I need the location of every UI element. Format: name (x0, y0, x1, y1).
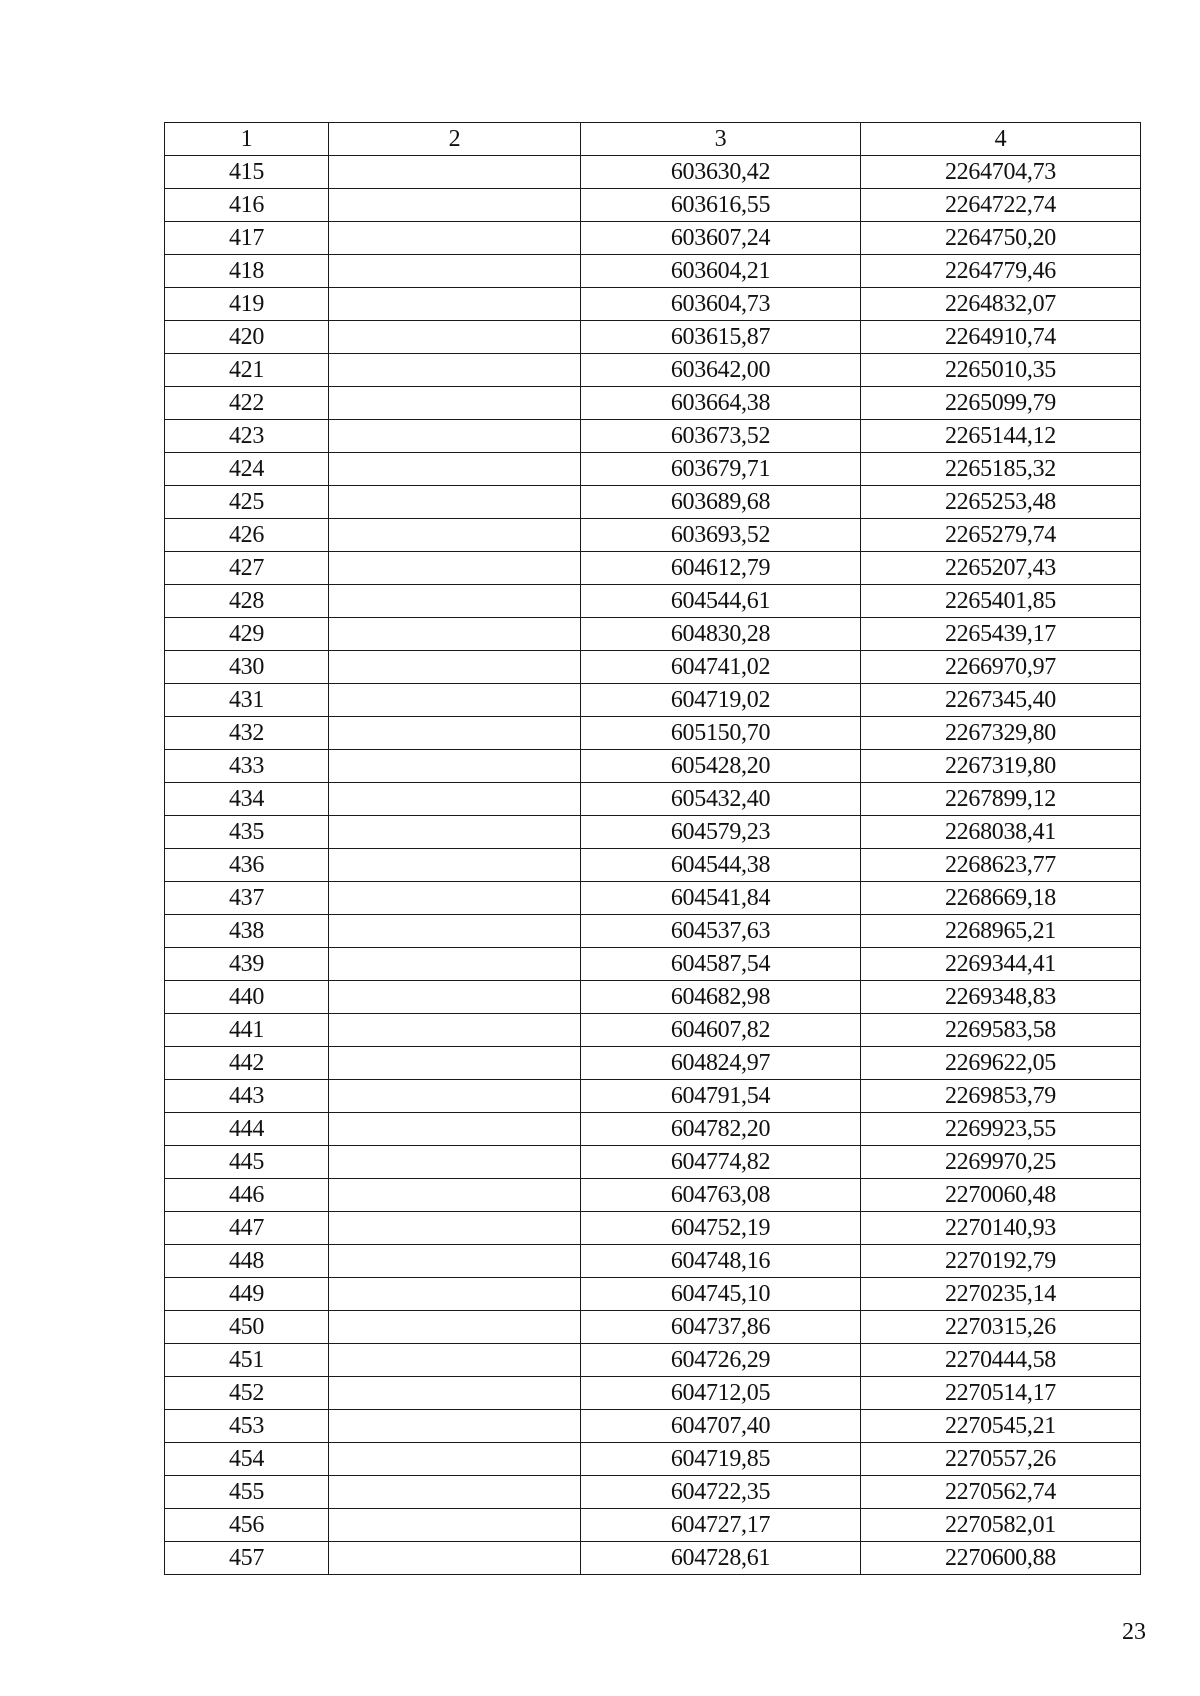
x-coordinate-cell: 604579,23 (581, 816, 861, 849)
description-cell (329, 387, 581, 420)
point-number-cell: 440 (165, 981, 329, 1014)
y-coordinate-cell: 2270315,26 (861, 1311, 1141, 1344)
y-coordinate-cell: 2269853,79 (861, 1080, 1141, 1113)
point-number-cell: 416 (165, 189, 329, 222)
description-cell (329, 585, 581, 618)
table-row (165, 750, 1141, 783)
description-cell (329, 948, 581, 981)
y-coordinate-cell: 2269348,83 (861, 981, 1141, 1014)
description-cell (329, 1080, 581, 1113)
x-coordinate-cell: 604824,97 (581, 1047, 861, 1080)
point-number-cell: 438 (165, 915, 329, 948)
point-number-cell: 420 (165, 321, 329, 354)
description-cell (329, 519, 581, 552)
description-cell (329, 684, 581, 717)
y-coordinate-cell: 2270545,21 (861, 1410, 1141, 1443)
description-cell (329, 1278, 581, 1311)
table-row (165, 1542, 1141, 1575)
point-number-cell: 424 (165, 453, 329, 486)
description-cell (329, 915, 581, 948)
table-row (165, 1146, 1141, 1179)
x-coordinate-cell: 603615,87 (581, 321, 861, 354)
x-coordinate-cell: 604737,86 (581, 1311, 861, 1344)
x-coordinate-cell: 604541,84 (581, 882, 861, 915)
point-number-cell: 426 (165, 519, 329, 552)
y-coordinate-cell: 2265401,85 (861, 585, 1141, 618)
point-number-cell: 435 (165, 816, 329, 849)
table-row (165, 882, 1141, 915)
x-coordinate-cell: 604707,40 (581, 1410, 861, 1443)
description-cell (329, 849, 581, 882)
x-coordinate-cell: 605428,20 (581, 750, 861, 783)
point-number-cell: 423 (165, 420, 329, 453)
x-coordinate-cell: 603604,21 (581, 255, 861, 288)
description-cell (329, 750, 581, 783)
table-row (165, 387, 1141, 420)
y-coordinate-cell: 2267899,12 (861, 783, 1141, 816)
description-cell (329, 1377, 581, 1410)
header-row (165, 123, 1141, 156)
description-cell (329, 1509, 581, 1542)
table-row (165, 1179, 1141, 1212)
description-cell (329, 255, 581, 288)
table-row (165, 453, 1141, 486)
table-row (165, 1080, 1141, 1113)
y-coordinate-cell: 2267345,40 (861, 684, 1141, 717)
point-number-cell: 457 (165, 1542, 329, 1575)
x-coordinate-cell: 604763,08 (581, 1179, 861, 1212)
table-row (165, 1311, 1141, 1344)
table-row (165, 1014, 1141, 1047)
y-coordinate-cell: 2270060,48 (861, 1179, 1141, 1212)
x-coordinate-cell: 603679,71 (581, 453, 861, 486)
description-cell (329, 651, 581, 684)
y-coordinate-cell: 2268965,21 (861, 915, 1141, 948)
point-number-cell: 443 (165, 1080, 329, 1113)
table-row (165, 519, 1141, 552)
point-number-cell: 434 (165, 783, 329, 816)
table-row (165, 1377, 1141, 1410)
coordinates-table (164, 122, 1141, 1575)
point-number-cell: 432 (165, 717, 329, 750)
point-number-cell: 419 (165, 288, 329, 321)
table-row (165, 1047, 1141, 1080)
y-coordinate-cell: 2265144,12 (861, 420, 1141, 453)
table-row (165, 552, 1141, 585)
y-coordinate-cell: 2270235,14 (861, 1278, 1141, 1311)
point-number-cell: 449 (165, 1278, 329, 1311)
table-row (165, 354, 1141, 387)
point-number-cell: 453 (165, 1410, 329, 1443)
point-number-cell: 436 (165, 849, 329, 882)
point-number-cell: 428 (165, 585, 329, 618)
table-row (165, 849, 1141, 882)
point-number-cell: 431 (165, 684, 329, 717)
table-row (165, 222, 1141, 255)
column-header-2: 2 (329, 123, 581, 156)
table-row (165, 486, 1141, 519)
x-coordinate-cell: 604748,16 (581, 1245, 861, 1278)
description-cell (329, 1311, 581, 1344)
point-number-cell: 415 (165, 156, 329, 189)
table-row (165, 189, 1141, 222)
description-cell (329, 882, 581, 915)
table-row (165, 288, 1141, 321)
table-header (165, 123, 1141, 156)
table-row (165, 783, 1141, 816)
x-coordinate-cell: 604719,02 (581, 684, 861, 717)
table-row (165, 816, 1141, 849)
description-cell (329, 1542, 581, 1575)
description-cell (329, 453, 581, 486)
y-coordinate-cell: 2265185,32 (861, 453, 1141, 486)
table-row (165, 948, 1141, 981)
x-coordinate-cell: 604682,98 (581, 981, 861, 1014)
description-cell (329, 1212, 581, 1245)
y-coordinate-cell: 2270444,58 (861, 1344, 1141, 1377)
description-cell (329, 816, 581, 849)
y-coordinate-cell: 2269583,58 (861, 1014, 1141, 1047)
point-number-cell: 454 (165, 1443, 329, 1476)
description-cell (329, 1344, 581, 1377)
x-coordinate-cell: 603616,55 (581, 189, 861, 222)
x-coordinate-cell: 605150,70 (581, 717, 861, 750)
x-coordinate-cell: 604830,28 (581, 618, 861, 651)
description-cell (329, 1179, 581, 1212)
table-row (165, 321, 1141, 354)
description-cell (329, 288, 581, 321)
table-row (165, 1278, 1141, 1311)
point-number-cell: 448 (165, 1245, 329, 1278)
point-number-cell: 450 (165, 1311, 329, 1344)
y-coordinate-cell: 2264722,74 (861, 189, 1141, 222)
y-coordinate-cell: 2270582,01 (861, 1509, 1141, 1542)
y-coordinate-cell: 2265099,79 (861, 387, 1141, 420)
point-number-cell: 418 (165, 255, 329, 288)
description-cell (329, 1245, 581, 1278)
x-coordinate-cell: 604741,02 (581, 651, 861, 684)
x-coordinate-cell: 604712,05 (581, 1377, 861, 1410)
column-header-3: 3 (581, 123, 861, 156)
table-row (165, 717, 1141, 750)
y-coordinate-cell: 2267319,80 (861, 750, 1141, 783)
y-coordinate-cell: 2269622,05 (861, 1047, 1141, 1080)
x-coordinate-cell: 604727,17 (581, 1509, 861, 1542)
y-coordinate-cell: 2264779,46 (861, 255, 1141, 288)
x-coordinate-cell: 604537,63 (581, 915, 861, 948)
y-coordinate-cell: 2270192,79 (861, 1245, 1141, 1278)
point-number-cell: 446 (165, 1179, 329, 1212)
x-coordinate-cell: 604722,35 (581, 1476, 861, 1509)
table-row (165, 1476, 1141, 1509)
description-cell (329, 981, 581, 1014)
x-coordinate-cell: 604607,82 (581, 1014, 861, 1047)
table-row (165, 585, 1141, 618)
description-cell (329, 1443, 581, 1476)
table-row (165, 915, 1141, 948)
y-coordinate-cell: 2266970,97 (861, 651, 1141, 684)
table-row (165, 1443, 1141, 1476)
table-row (165, 1344, 1141, 1377)
point-number-cell: 452 (165, 1377, 329, 1410)
y-coordinate-cell: 2269923,55 (861, 1113, 1141, 1146)
y-coordinate-cell: 2270140,93 (861, 1212, 1141, 1245)
x-coordinate-cell: 605432,40 (581, 783, 861, 816)
description-cell (329, 189, 581, 222)
y-coordinate-cell: 2270557,26 (861, 1443, 1141, 1476)
x-coordinate-cell: 604612,79 (581, 552, 861, 585)
x-coordinate-cell: 604782,20 (581, 1113, 861, 1146)
table-row (165, 156, 1141, 189)
page-number: 23 (1122, 1619, 1146, 1645)
y-coordinate-cell: 2264910,74 (861, 321, 1141, 354)
description-cell (329, 717, 581, 750)
x-coordinate-cell: 604587,54 (581, 948, 861, 981)
table-row (165, 1245, 1141, 1278)
description-cell (329, 156, 581, 189)
point-number-cell: 445 (165, 1146, 329, 1179)
point-number-cell: 417 (165, 222, 329, 255)
point-number-cell: 421 (165, 354, 329, 387)
description-cell (329, 1476, 581, 1509)
table-row (165, 651, 1141, 684)
table-row (165, 1509, 1141, 1542)
point-number-cell: 422 (165, 387, 329, 420)
description-cell (329, 783, 581, 816)
x-coordinate-cell: 603664,38 (581, 387, 861, 420)
y-coordinate-cell: 2267329,80 (861, 717, 1141, 750)
point-number-cell: 430 (165, 651, 329, 684)
description-cell (329, 1410, 581, 1443)
y-coordinate-cell: 2269344,41 (861, 948, 1141, 981)
y-coordinate-cell: 2264704,73 (861, 156, 1141, 189)
y-coordinate-cell: 2268623,77 (861, 849, 1141, 882)
x-coordinate-cell: 603689,68 (581, 486, 861, 519)
description-cell (329, 354, 581, 387)
point-number-cell: 456 (165, 1509, 329, 1542)
y-coordinate-cell: 2268038,41 (861, 816, 1141, 849)
table-row (165, 684, 1141, 717)
y-coordinate-cell: 2265279,74 (861, 519, 1141, 552)
table-row (165, 1410, 1141, 1443)
x-coordinate-cell: 604719,85 (581, 1443, 861, 1476)
x-coordinate-cell: 604544,61 (581, 585, 861, 618)
description-cell (329, 486, 581, 519)
table-row (165, 255, 1141, 288)
point-number-cell: 442 (165, 1047, 329, 1080)
table-body (165, 156, 1141, 1575)
y-coordinate-cell: 2265207,43 (861, 552, 1141, 585)
x-coordinate-cell: 604544,38 (581, 849, 861, 882)
x-coordinate-cell: 604774,82 (581, 1146, 861, 1179)
description-cell (329, 321, 581, 354)
description-cell (329, 1014, 581, 1047)
x-coordinate-cell: 604728,61 (581, 1542, 861, 1575)
y-coordinate-cell: 2264832,07 (861, 288, 1141, 321)
x-coordinate-cell: 603673,52 (581, 420, 861, 453)
table-row (165, 420, 1141, 453)
point-number-cell: 437 (165, 882, 329, 915)
point-number-cell: 427 (165, 552, 329, 585)
y-coordinate-cell: 2265439,17 (861, 618, 1141, 651)
x-coordinate-cell: 603630,42 (581, 156, 861, 189)
y-coordinate-cell: 2268669,18 (861, 882, 1141, 915)
x-coordinate-cell: 603693,52 (581, 519, 861, 552)
table-row (165, 981, 1141, 1014)
x-coordinate-cell: 603642,00 (581, 354, 861, 387)
point-number-cell: 429 (165, 618, 329, 651)
point-number-cell: 455 (165, 1476, 329, 1509)
x-coordinate-cell: 603607,24 (581, 222, 861, 255)
x-coordinate-cell: 604752,19 (581, 1212, 861, 1245)
point-number-cell: 439 (165, 948, 329, 981)
description-cell (329, 1113, 581, 1146)
description-cell (329, 222, 581, 255)
y-coordinate-cell: 2270562,74 (861, 1476, 1141, 1509)
x-coordinate-cell: 604745,10 (581, 1278, 861, 1311)
y-coordinate-cell: 2269970,25 (861, 1146, 1141, 1179)
point-number-cell: 451 (165, 1344, 329, 1377)
point-number-cell: 444 (165, 1113, 329, 1146)
description-cell (329, 1146, 581, 1179)
y-coordinate-cell: 2265010,35 (861, 354, 1141, 387)
description-cell (329, 552, 581, 585)
point-number-cell: 441 (165, 1014, 329, 1047)
description-cell (329, 1047, 581, 1080)
description-cell (329, 420, 581, 453)
description-cell (329, 618, 581, 651)
y-coordinate-cell: 2270514,17 (861, 1377, 1141, 1410)
table-row (165, 1113, 1141, 1146)
column-header-1: 1 (165, 123, 329, 156)
y-coordinate-cell: 2270600,88 (861, 1542, 1141, 1575)
table-row (165, 618, 1141, 651)
column-header-4: 4 (861, 123, 1141, 156)
point-number-cell: 447 (165, 1212, 329, 1245)
point-number-cell: 433 (165, 750, 329, 783)
point-number-cell: 425 (165, 486, 329, 519)
y-coordinate-cell: 2264750,20 (861, 222, 1141, 255)
x-coordinate-cell: 604726,29 (581, 1344, 861, 1377)
x-coordinate-cell: 603604,73 (581, 288, 861, 321)
x-coordinate-cell: 604791,54 (581, 1080, 861, 1113)
table-row (165, 1212, 1141, 1245)
y-coordinate-cell: 2265253,48 (861, 486, 1141, 519)
